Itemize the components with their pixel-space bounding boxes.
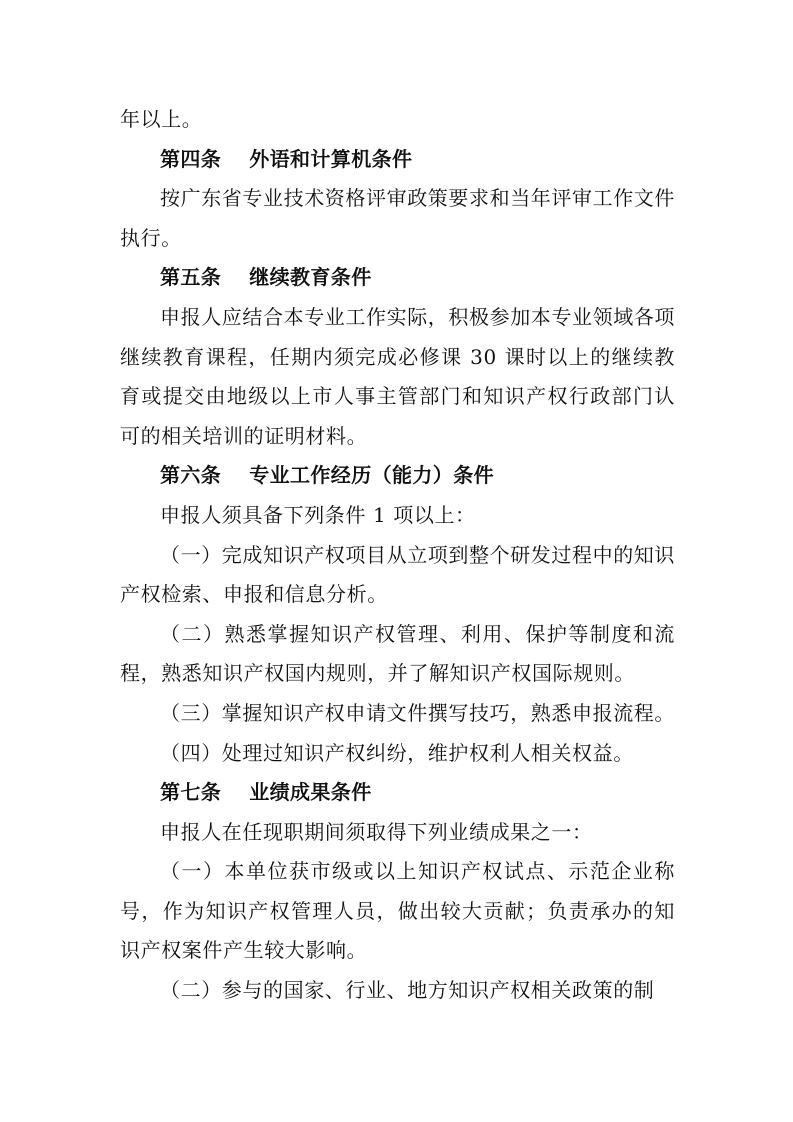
list-item: （二）参与的国家、行业、地方知识产权相关政策的制 [160, 978, 655, 1003]
article-title: 业绩成果条件 [249, 780, 372, 805]
list-item: （一）完成知识产权项目从立项到整个研发过程中的知识产权检索、申报和信息分析。 [120, 542, 675, 607]
article-title: 外语和计算机条件 [249, 146, 413, 171]
article-heading-4 [120, 140, 675, 180]
article-label: 第五条 [160, 265, 222, 290]
paragraph: 申报人在任现职期间须取得下列业绩成果之一： [160, 819, 593, 844]
article-label: 第四条 [160, 146, 222, 171]
paragraph: 申报人须具备下列条件 1 项以上： [160, 502, 476, 527]
paragraph-continuation: 年以上。 [120, 107, 203, 131]
article-title: 专业工作经历（能力）条件 [249, 463, 495, 488]
article-heading-6 [120, 456, 675, 496]
paragraph: 按广东省专业技术资格评审政策要求和当年评审工作文件执行。 [120, 186, 675, 250]
article-heading-7 [120, 773, 675, 813]
paragraph: 申报人应结合本专业工作实际，积极参加本专业领域各项继续教育课程，任期内须完成必修课 30 课时以上的继续教育或提交由地级以上市人事主管部门和知识产权行政部门认可的相关培训的证明材料。 [120, 304, 675, 448]
article-heading-5 [120, 258, 675, 298]
document-body [120, 100, 675, 1011]
article-label: 第七条 [160, 780, 222, 805]
list-item: （一）本单位获市级或以上知识产权试点、示范企业称号，作为知识产权管理人员，做出较大贡献；负责承办的知识产权案件产生较大影响。 [120, 859, 675, 963]
list-item: （四）处理过知识产权纠纷，维护权利人相关权益。 [160, 740, 634, 765]
list-item: （二）熟悉掌握知识产权管理、利用、保护等制度和流程，熟悉知识产权国内规则，并了解知识产权国际规则。 [120, 621, 675, 686]
list-item: （三）掌握知识产权申请文件撰写技巧，熟悉申报流程。 [160, 700, 675, 725]
article-label: 第六条 [160, 463, 222, 488]
article-title: 继续教育条件 [249, 265, 372, 290]
